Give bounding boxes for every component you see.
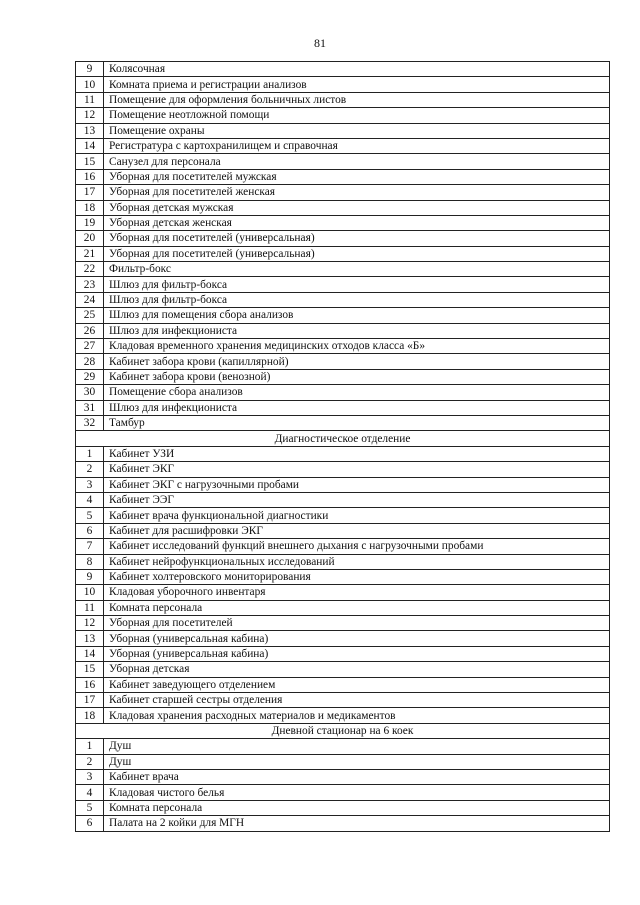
table-row: [76, 354, 610, 369]
row-number: 26: [76, 323, 104, 338]
row-number: 22: [76, 262, 104, 277]
room-name: Кабинет для расшифровки ЭКГ: [104, 523, 610, 538]
table-row: [76, 185, 610, 200]
room-name: Уборная детская мужская: [104, 200, 610, 215]
room-name: Комната персонала: [104, 600, 610, 615]
table-row: [76, 369, 610, 384]
room-name: Кабинет старшей сестры отделения: [104, 693, 610, 708]
table-row: [76, 323, 610, 338]
room-name: Уборная детская женская: [104, 215, 610, 230]
table-row: [76, 508, 610, 523]
table-row: [76, 215, 610, 230]
room-name: Помещение сбора анализов: [104, 385, 610, 400]
row-number: 28: [76, 354, 104, 369]
row-number: 10: [76, 585, 104, 600]
row-number: 11: [76, 600, 104, 615]
room-name: Кабинет исследований функций внешнего дыхания с нагрузочными пробами: [104, 539, 610, 554]
room-name: Кладовая временного хранения медицинских отходов класса «Б»: [104, 339, 610, 354]
row-number: 27: [76, 339, 104, 354]
room-name: Комната приема и регистрации анализов: [104, 77, 610, 92]
row-number: 29: [76, 369, 104, 384]
room-name: Уборная детская: [104, 662, 610, 677]
room-name: Тамбур: [104, 415, 610, 430]
room-name: Кабинет врача: [104, 769, 610, 784]
row-number: 2: [76, 462, 104, 477]
table-row: [76, 62, 610, 77]
row-number: 13: [76, 123, 104, 138]
row-number: 15: [76, 662, 104, 677]
table-row: [76, 600, 610, 615]
room-name: Шлюз для помещения сбора анализов: [104, 308, 610, 323]
page-number: 81: [314, 36, 326, 50]
table-row: [76, 123, 610, 138]
room-name: Кабинет заведующего отделением: [104, 677, 610, 692]
row-number: 13: [76, 631, 104, 646]
row-number: 15: [76, 154, 104, 169]
table-row: [76, 446, 610, 461]
row-number: 1: [76, 446, 104, 461]
table-row: [76, 292, 610, 307]
room-name: Кабинет врача функциональной диагностики: [104, 508, 610, 523]
row-number: 20: [76, 231, 104, 246]
room-name: Уборная для посетителей (универсальная): [104, 231, 610, 246]
row-number: 11: [76, 92, 104, 107]
row-number: 14: [76, 646, 104, 661]
row-number: 23: [76, 277, 104, 292]
row-number: 18: [76, 708, 104, 723]
table-row: [76, 92, 610, 107]
table-row: [76, 400, 610, 415]
table-row: [76, 646, 610, 661]
row-number: 6: [76, 816, 104, 831]
room-name: Шлюз для инфекциониста: [104, 323, 610, 338]
room-name: Кабинет забора крови (венозной): [104, 369, 610, 384]
room-name: Кабинет забора крови (капиллярной): [104, 354, 610, 369]
row-number: 10: [76, 77, 104, 92]
table-row: [76, 339, 610, 354]
room-name: Помещение для оформления больничных листов: [104, 92, 610, 107]
table-row: [76, 492, 610, 507]
table-row: [76, 308, 610, 323]
row-number: 12: [76, 616, 104, 631]
table-row: [76, 769, 610, 784]
row-number: 5: [76, 800, 104, 815]
row-number: 5: [76, 508, 104, 523]
room-name: Уборная (универсальная кабина): [104, 646, 610, 661]
room-name: Кабинет УЗИ: [104, 446, 610, 461]
room-name: Кабинет холтеровского мониторирования: [104, 569, 610, 584]
row-number: 9: [76, 569, 104, 584]
row-number: 31: [76, 400, 104, 415]
room-name: Кабинет ЭЭГ: [104, 492, 610, 507]
room-name: Кладовая хранения расходных материалов и медикаментов: [104, 708, 610, 723]
rooms-table: [75, 61, 610, 832]
room-name: Комната персонала: [104, 800, 610, 815]
table-row: [76, 154, 610, 169]
room-name: Душ: [104, 754, 610, 769]
row-number: 30: [76, 385, 104, 400]
row-number: 3: [76, 477, 104, 492]
row-number: 18: [76, 200, 104, 215]
room-name: Шлюз для фильтр-бокса: [104, 277, 610, 292]
row-number: 17: [76, 185, 104, 200]
room-name: Кабинет ЭКГ с нагрузочными пробами: [104, 477, 610, 492]
table-row: [76, 262, 610, 277]
table-row: [76, 539, 610, 554]
room-name: Кабинет нейрофункциональных исследований: [104, 554, 610, 569]
table-row: [76, 554, 610, 569]
room-name: Фильтр-бокс: [104, 262, 610, 277]
table-row: [76, 77, 610, 92]
table-row: [76, 800, 610, 815]
row-number: 4: [76, 785, 104, 800]
table-row: [76, 569, 610, 584]
row-number: 16: [76, 677, 104, 692]
table-row: [76, 693, 610, 708]
room-name: Кладовая чистого белья: [104, 785, 610, 800]
table-row: [76, 739, 610, 754]
table-row: [76, 785, 610, 800]
section-title: Дневной стационар на 6 коек: [76, 723, 610, 738]
row-number: 19: [76, 215, 104, 230]
row-number: 9: [76, 62, 104, 77]
row-number: 3: [76, 769, 104, 784]
rooms-table-body: [76, 62, 610, 832]
row-number: 25: [76, 308, 104, 323]
row-number: 32: [76, 415, 104, 430]
table-row: [76, 108, 610, 123]
row-number: 21: [76, 246, 104, 261]
section-header-row: [76, 723, 610, 738]
table-row: [76, 231, 610, 246]
room-name: Кабинет ЭКГ: [104, 462, 610, 477]
row-number: 1: [76, 739, 104, 754]
table-row: [76, 816, 610, 831]
table-row: [76, 662, 610, 677]
room-name: Уборная для посетителей женская: [104, 185, 610, 200]
table-row: [76, 754, 610, 769]
table-row: [76, 708, 610, 723]
room-name: Колясочная: [104, 62, 610, 77]
table-row: [76, 385, 610, 400]
table-row: [76, 677, 610, 692]
room-name: Санузел для персонала: [104, 154, 610, 169]
row-number: 17: [76, 693, 104, 708]
table-row: [76, 169, 610, 184]
table-row: [76, 200, 610, 215]
table-row: [76, 138, 610, 153]
table-row: [76, 616, 610, 631]
section-title: Диагностическое отделение: [76, 431, 610, 446]
row-number: 2: [76, 754, 104, 769]
room-name: Уборная для посетителей: [104, 616, 610, 631]
room-name: Уборная для посетителей (универсальная): [104, 246, 610, 261]
table-row: [76, 585, 610, 600]
row-number: 6: [76, 523, 104, 538]
table-row: [76, 246, 610, 261]
table-row: [76, 277, 610, 292]
room-name: Уборная (универсальная кабина): [104, 631, 610, 646]
room-name: Уборная для посетителей мужская: [104, 169, 610, 184]
section-header-row: [76, 431, 610, 446]
table-row: [76, 477, 610, 492]
row-number: 14: [76, 138, 104, 153]
row-number: 12: [76, 108, 104, 123]
table-row: [76, 631, 610, 646]
row-number: 8: [76, 554, 104, 569]
table-row: [76, 523, 610, 538]
table-row: [76, 415, 610, 430]
row-number: 16: [76, 169, 104, 184]
row-number: 24: [76, 292, 104, 307]
row-number: 4: [76, 492, 104, 507]
room-name: Помещение неотложной помощи: [104, 108, 610, 123]
room-name: Шлюз для фильтр-бокса: [104, 292, 610, 307]
room-name: Палата на 2 койки для МГН: [104, 816, 610, 831]
room-name: Помещение охраны: [104, 123, 610, 138]
room-name: Шлюз для инфекциониста: [104, 400, 610, 415]
table-row: [76, 462, 610, 477]
row-number: 7: [76, 539, 104, 554]
room-name: Регистратура с картохранилищем и справочная: [104, 138, 610, 153]
room-name: Кладовая уборочного инвентаря: [104, 585, 610, 600]
room-name: Душ: [104, 739, 610, 754]
